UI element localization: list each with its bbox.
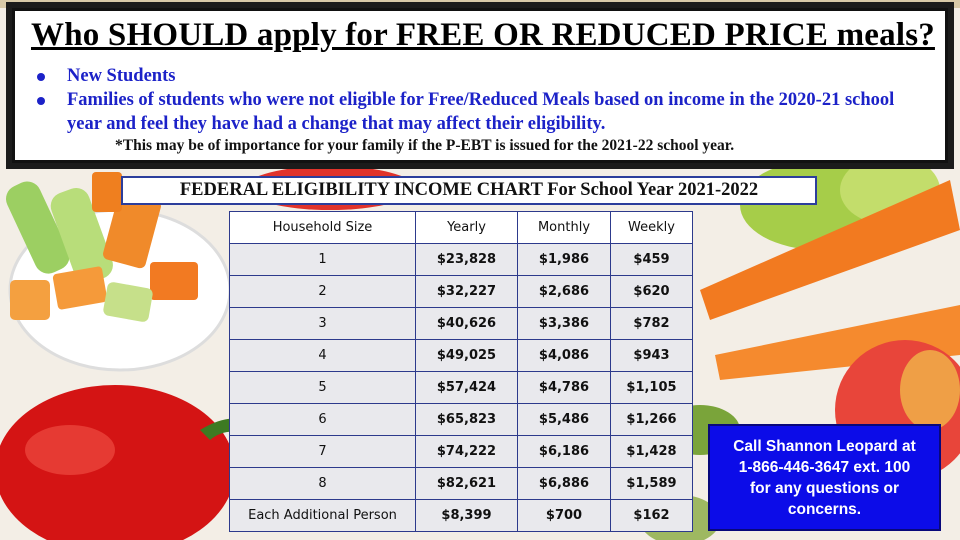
monthly-cell: $1,986 <box>518 244 611 276</box>
bullet-dot-icon <box>37 97 45 105</box>
weekly-cell: $1,589 <box>611 468 693 500</box>
contact-line: for any questions or <box>750 480 899 497</box>
pebt-note: *This may be of importance for your family if the P-EBT is issued for the 2021-22 school year. <box>115 137 735 154</box>
monthly-cell: $700 <box>518 500 611 532</box>
column-header: Yearly <box>416 212 518 244</box>
table-row <box>230 404 693 436</box>
table-row <box>230 500 693 532</box>
yearly-cell: $8,399 <box>416 500 518 532</box>
bullet-list <box>33 64 933 136</box>
contact-line: Call Shannon Leopard at <box>733 438 916 455</box>
contact-phone: 1-866-446-3647 ext. 100 <box>738 459 911 476</box>
page-title: Who SHOULD apply for FREE OR REDUCED PRICE meals? <box>31 17 935 53</box>
monthly-cell: $4,086 <box>518 340 611 372</box>
table-row <box>230 372 693 404</box>
bullet-families <box>33 88 933 136</box>
household-size-cell: 7 <box>230 436 416 468</box>
monthly-cell: $3,386 <box>518 308 611 340</box>
table-row <box>230 340 693 372</box>
weekly-cell: $943 <box>611 340 693 372</box>
household-size-cell: 2 <box>230 276 416 308</box>
monthly-cell: $2,686 <box>518 276 611 308</box>
bullet-text: Families of students who were not eligible for Free/Reduced Meals based on income in the 2020-21 school year and feel they have had a change that may affect their eligibility. <box>67 90 895 134</box>
table-row <box>230 276 693 308</box>
monthly-cell: $6,886 <box>518 468 611 500</box>
income-eligibility-table <box>229 211 693 532</box>
table-row <box>230 308 693 340</box>
header-panel <box>12 8 948 163</box>
bullet-text: New Students <box>67 66 176 86</box>
column-header: Monthly <box>518 212 611 244</box>
table-row <box>230 244 693 276</box>
weekly-cell: $1,428 <box>611 436 693 468</box>
yearly-cell: $82,621 <box>416 468 518 500</box>
weekly-cell: $782 <box>611 308 693 340</box>
weekly-cell: $1,266 <box>611 404 693 436</box>
weekly-cell: $162 <box>611 500 693 532</box>
monthly-cell: $5,486 <box>518 404 611 436</box>
yearly-cell: $65,823 <box>416 404 518 436</box>
household-size-cell: 6 <box>230 404 416 436</box>
yearly-cell: $57,424 <box>416 372 518 404</box>
household-size-cell: 5 <box>230 372 416 404</box>
contact-callout <box>708 424 941 531</box>
yearly-cell: $74,222 <box>416 436 518 468</box>
monthly-cell: $4,786 <box>518 372 611 404</box>
yearly-cell: $49,025 <box>416 340 518 372</box>
column-header: Household Size <box>230 212 416 244</box>
household-size-cell: Each Additional Person <box>230 500 416 532</box>
weekly-cell: $1,105 <box>611 372 693 404</box>
household-size-cell: 3 <box>230 308 416 340</box>
yearly-cell: $40,626 <box>416 308 518 340</box>
table-row <box>230 436 693 468</box>
column-header: Weekly <box>611 212 693 244</box>
table-header-row <box>230 212 693 244</box>
household-size-cell: 8 <box>230 468 416 500</box>
yearly-cell: $23,828 <box>416 244 518 276</box>
household-size-cell: 1 <box>230 244 416 276</box>
household-size-cell: 4 <box>230 340 416 372</box>
table-row <box>230 468 693 500</box>
yearly-cell: $32,227 <box>416 276 518 308</box>
weekly-cell: $459 <box>611 244 693 276</box>
contact-line: concerns. <box>787 501 862 518</box>
monthly-cell: $6,186 <box>518 436 611 468</box>
chart-title: FEDERAL ELIGIBILITY INCOME CHART For School Year 2021-2022 <box>121 176 817 205</box>
weekly-cell: $620 <box>611 276 693 308</box>
bullet-dot-icon <box>37 73 45 81</box>
bullet-new-students <box>33 64 933 88</box>
